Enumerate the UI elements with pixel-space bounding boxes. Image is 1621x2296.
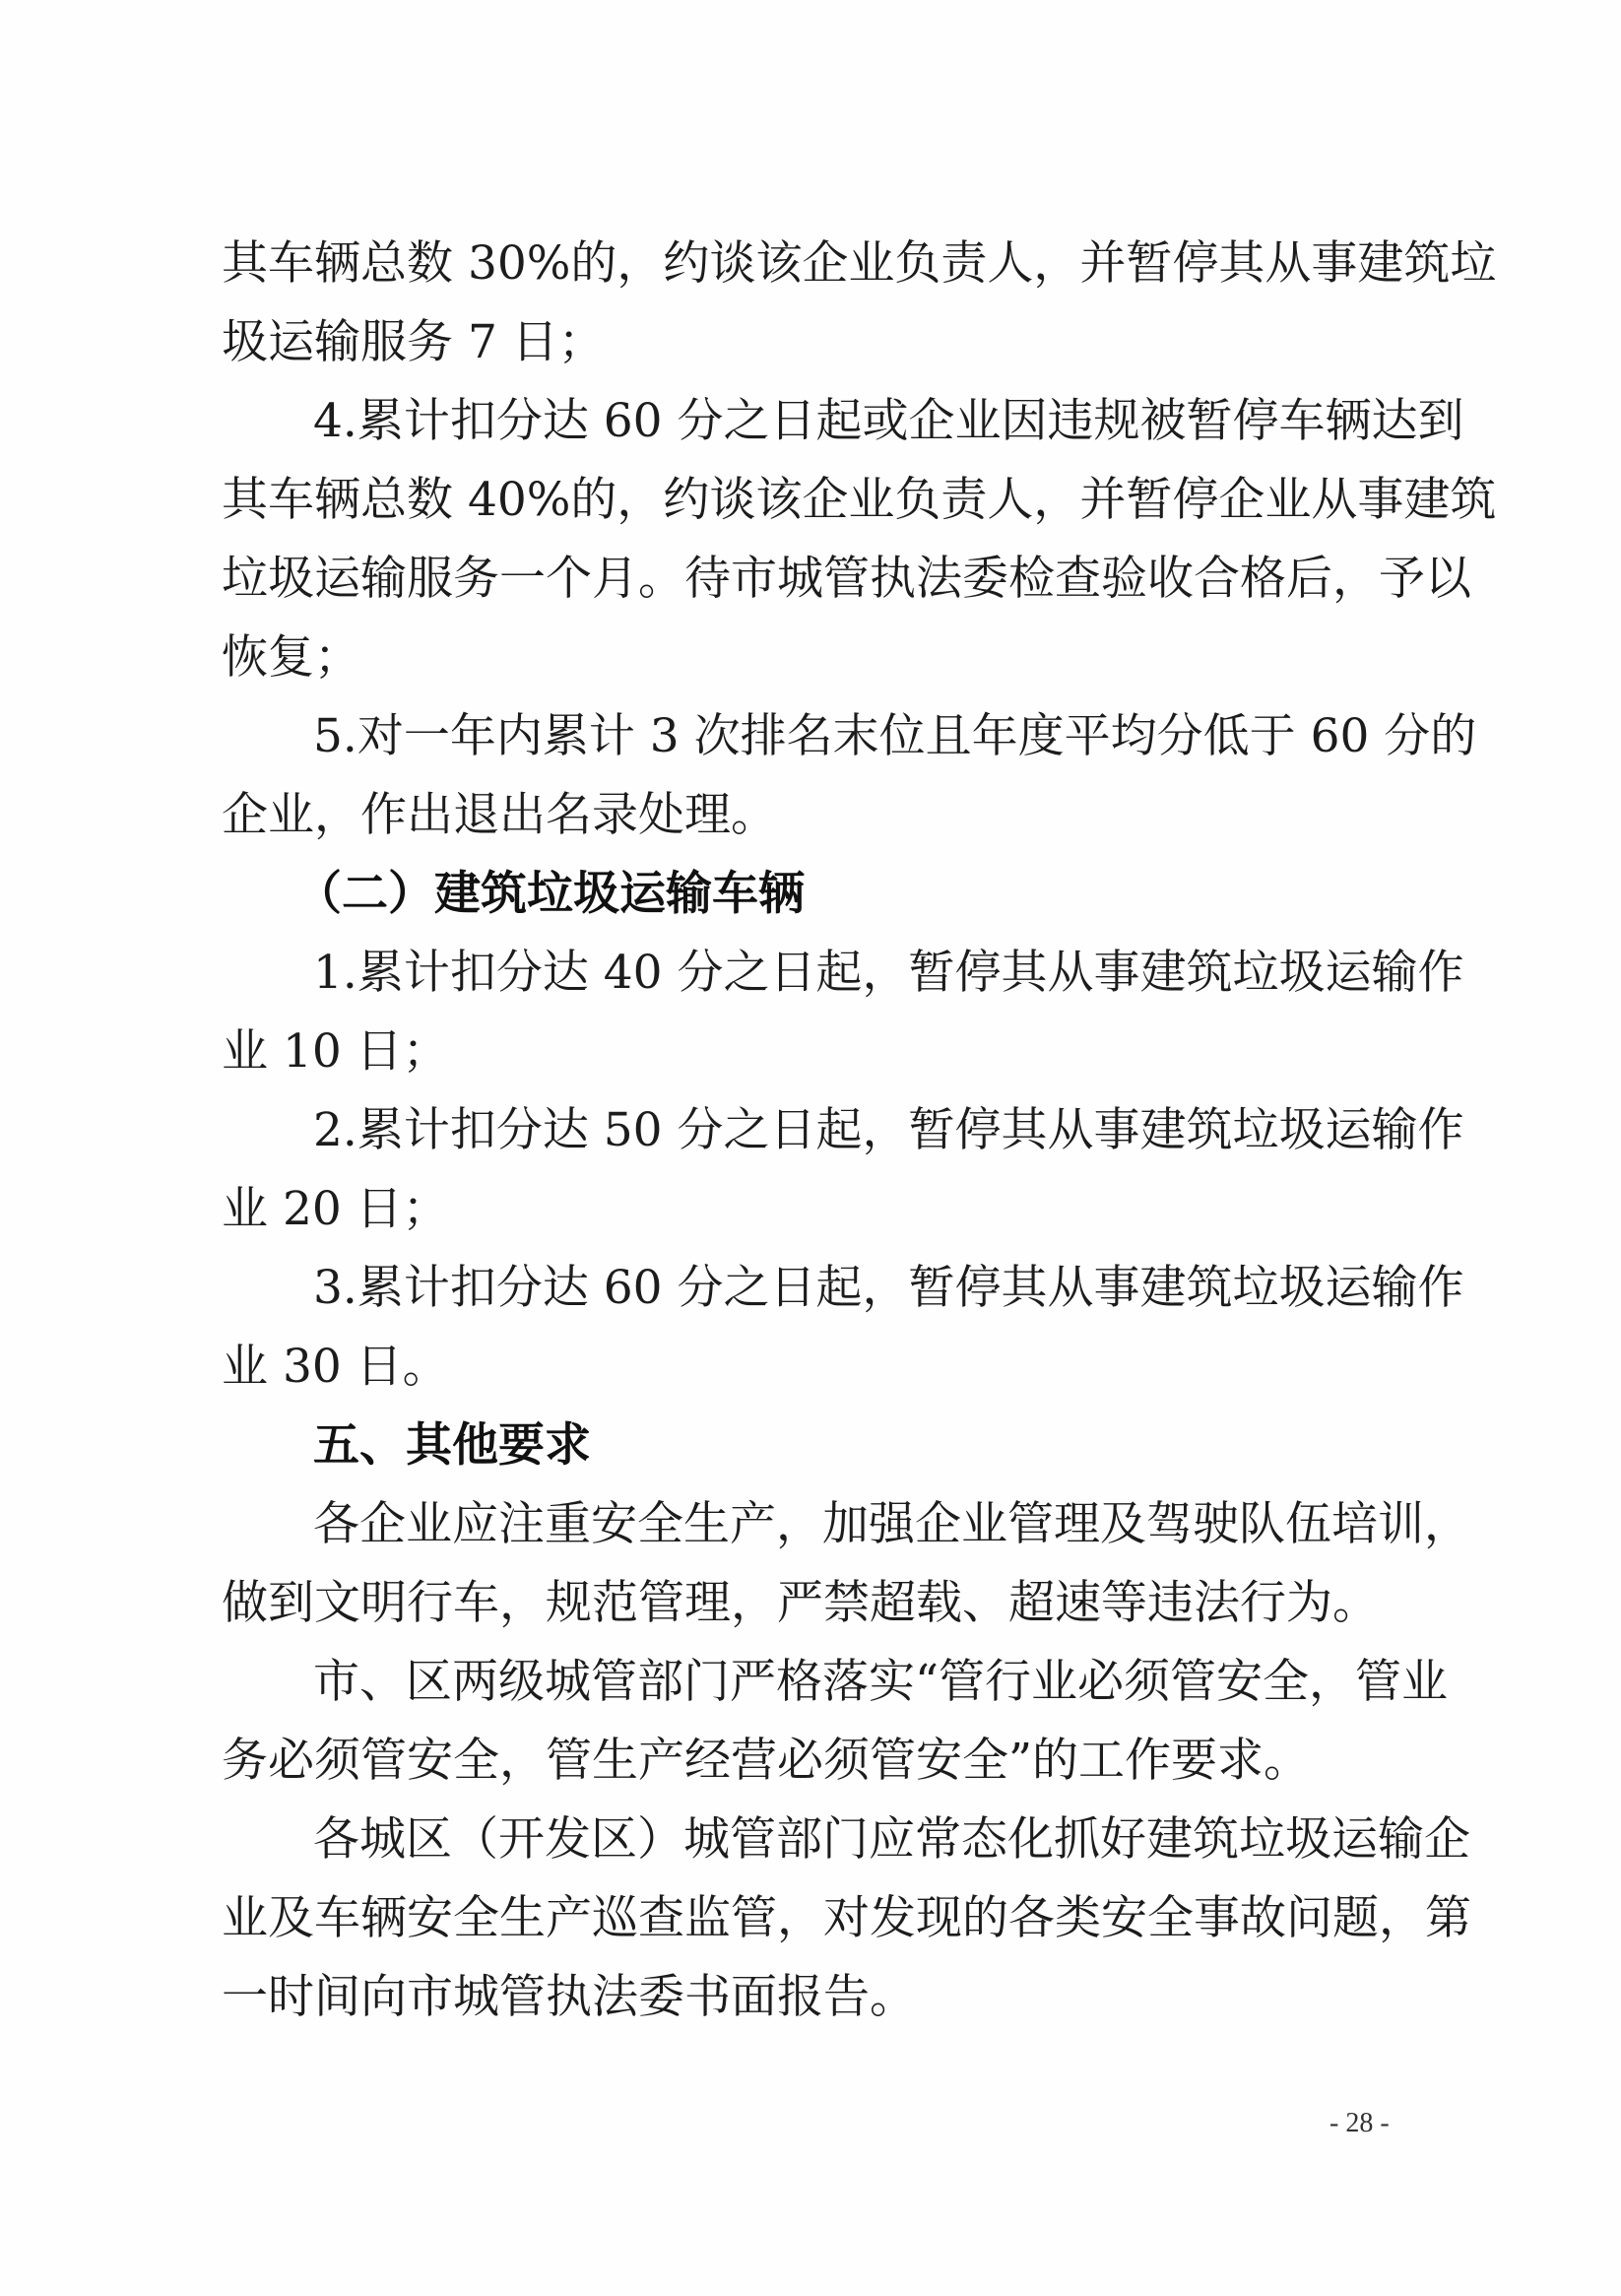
text-line: 各城区（开发区）城管部门应常态化抓好建筑垃圾运输企 xyxy=(313,1812,1470,1867)
text-line: 圾运输服务 7 日； xyxy=(222,315,605,369)
text-line: 2.累计扣分达 50 分之日起，暂停其从事建筑垃圾运输作 xyxy=(313,1103,1464,1157)
text-line: 业及车辆安全生产巡查监管，对发现的各类安全事故问题，第 xyxy=(222,1891,1471,1945)
text-line: 1.累计扣分达 40 分之日起，暂停其从事建筑垃圾运输作 xyxy=(313,946,1464,1000)
section-heading: （二）建筑垃圾运输车辆 xyxy=(295,867,805,921)
text-line: 市、区两级城管部门严格落实“管行业必须管安全，管业 xyxy=(313,1655,1449,1709)
text-line: 一时间向市城管执法委书面报告。 xyxy=(222,1970,916,2024)
text-line: 其车辆总数 30%的，约谈该企业负责人，并暂停其从事建筑垃 xyxy=(222,236,1497,291)
text-line: 恢复； xyxy=(222,630,360,685)
text-line: 4.累计扣分达 60 分之日起或企业因违规被暂停车辆达到 xyxy=(313,394,1464,448)
text-line: 做到文明行车，规范管理，严禁超载、超速等违法行为。 xyxy=(222,1576,1379,1630)
text-line: 各企业应注重安全生产，加强企业管理及驾驶队伍培训， xyxy=(313,1497,1470,1551)
text-line: 其车辆总数 40%的，约谈该企业负责人，并暂停企业从事建筑 xyxy=(222,473,1497,527)
text-line: 业 30 日。 xyxy=(222,1340,449,1394)
text-line: 3.累计扣分达 60 分之日起，暂停其从事建筑垃圾运输作 xyxy=(313,1261,1464,1315)
text-line: 垃圾运输服务一个月。待市城管执法委检查验收合格后，予以 xyxy=(222,552,1471,606)
section-heading: 五、其他要求 xyxy=(313,1418,591,1473)
text-line: 企业，作出退出名录处理。 xyxy=(222,788,777,842)
text-line: 5.对一年内累计 3 次排名末位且年度平均分低于 60 分的 xyxy=(313,709,1477,763)
text-line: 业 10 日； xyxy=(222,1024,449,1079)
text-line: 业 20 日； xyxy=(222,1182,449,1236)
text-line: 务必须管安全，管生产经营必须管安全”的工作要求。 xyxy=(222,1734,1311,1788)
page-number: - 28 - xyxy=(1329,2108,1390,2138)
